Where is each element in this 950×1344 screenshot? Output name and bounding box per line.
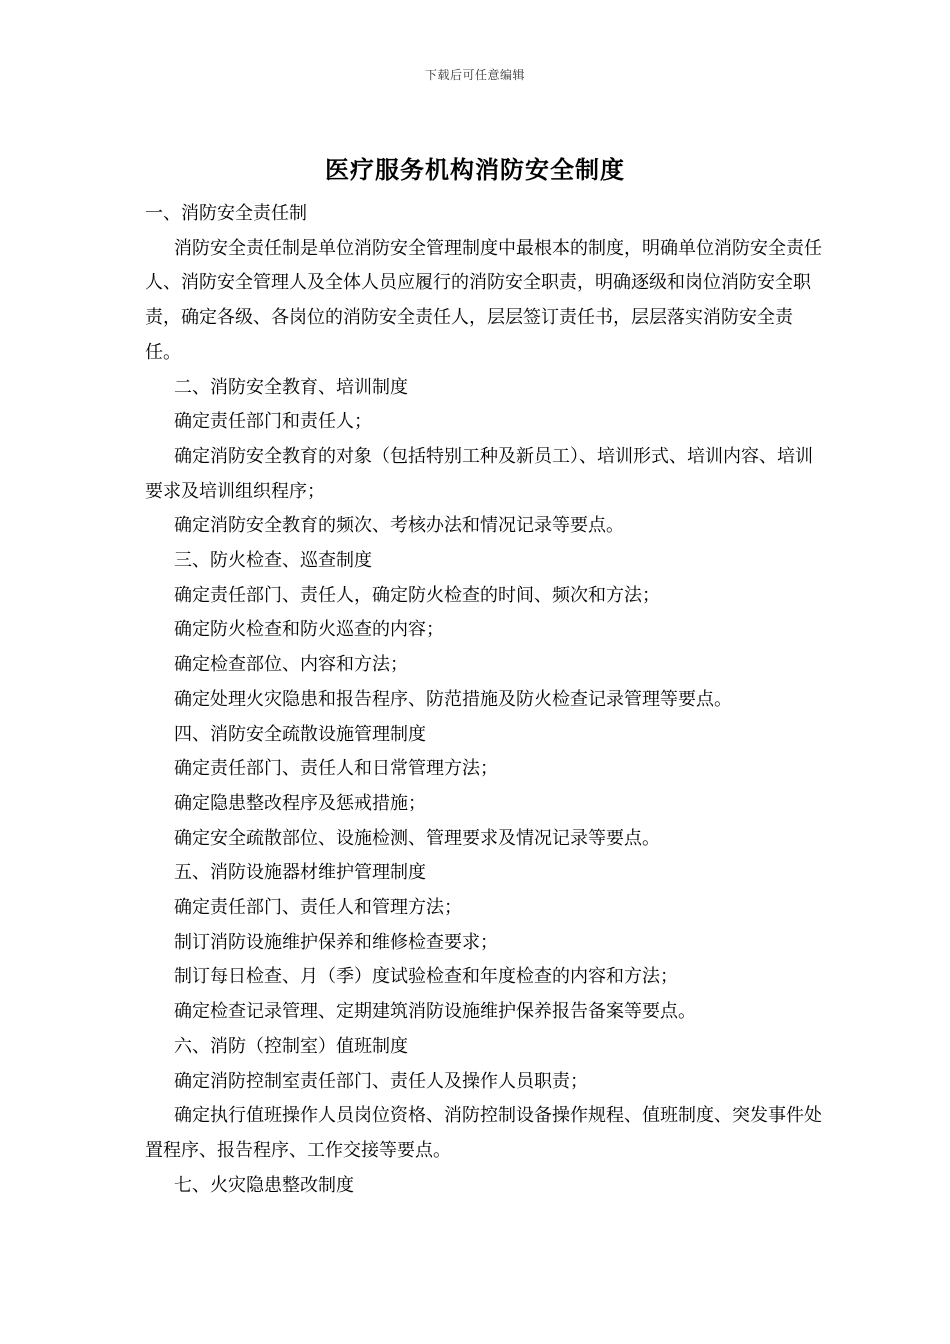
paragraph: 确定责任部门和责任人； [174, 411, 372, 433]
paragraph: 确定消防安全教育的对象（包括特别工种及新员工）、培训形式、培训内容、培训要求及培训组织程序； [145, 445, 813, 502]
section-heading-1: 一、消防安全责任制 [145, 203, 307, 224]
paragraph: 确定责任部门、责任人和日常管理方法； [174, 758, 498, 780]
section-heading-4: 四、消防安全疏散设施管理制度 [174, 723, 426, 745]
document-body [145, 197, 825, 1203]
paragraph: 确定防火检查和防火巡查的内容； [174, 619, 444, 641]
section-heading-3: 三、防火检查、巡查制度 [174, 550, 372, 572]
header-note: 下载后可任意编辑 [424, 68, 525, 82]
paragraph: 确定安全疏散部位、设施检测、管理要求及情况记录等要点。 [174, 827, 660, 849]
paragraph: 制订消防设施维护保养和维修检查要求； [174, 931, 498, 953]
paragraph: 制订每日检查、月（季）度试验检查和年度检查的内容和方法； [174, 966, 678, 988]
paragraph: 确定消防控制室责任部门、责任人及操作人员职责； [174, 1070, 588, 1092]
paragraph: 确定检查部位、内容和方法； [174, 654, 408, 676]
paragraph: 确定处理火灾隐患和报告程序、防范措施及防火检查记录管理等要点。 [174, 688, 732, 710]
section-heading-2: 二、消防安全教育、培训制度 [174, 376, 408, 398]
section-heading-6: 六、消防（控制室）值班制度 [174, 1035, 408, 1057]
paragraph: 确定隐患整改程序及惩戒措施； [174, 792, 426, 814]
paragraph: 确定检查记录管理、定期建筑消防设施维护保养报告备案等要点。 [174, 1001, 696, 1023]
section-heading-5: 五、消防设施器材维护管理制度 [174, 862, 426, 884]
section-heading-7: 七、火灾隐患整改制度 [174, 1174, 354, 1196]
paragraph: 确定消防安全教育的频次、考核办法和情况记录等要点。 [174, 515, 624, 537]
document-title: 医疗服务机构消防安全制度 [325, 155, 625, 184]
paragraph: 确定责任部门、责任人和管理方法； [174, 897, 462, 919]
paragraph: 确定责任部门、责任人，确定防火检查的时间、频次和方法； [174, 584, 660, 606]
paragraph: 确定执行值班操作人员岗位资格、消防控制设备操作规程、值班制度、突发事件处置程序、报告程序、工作交接等要点。 [145, 1105, 822, 1161]
paragraph: 消防安全责任制是单位消防安全管理制度中最根本的制度，明确单位消防安全责任人、消防安全管理人及全体人员应履行的消防安全职责，明确逐级和岗位消防安全职责，确定各级、各岗位的消防安全责任人，层层签订责任书，层层落实消防安全责任。 [145, 237, 822, 363]
